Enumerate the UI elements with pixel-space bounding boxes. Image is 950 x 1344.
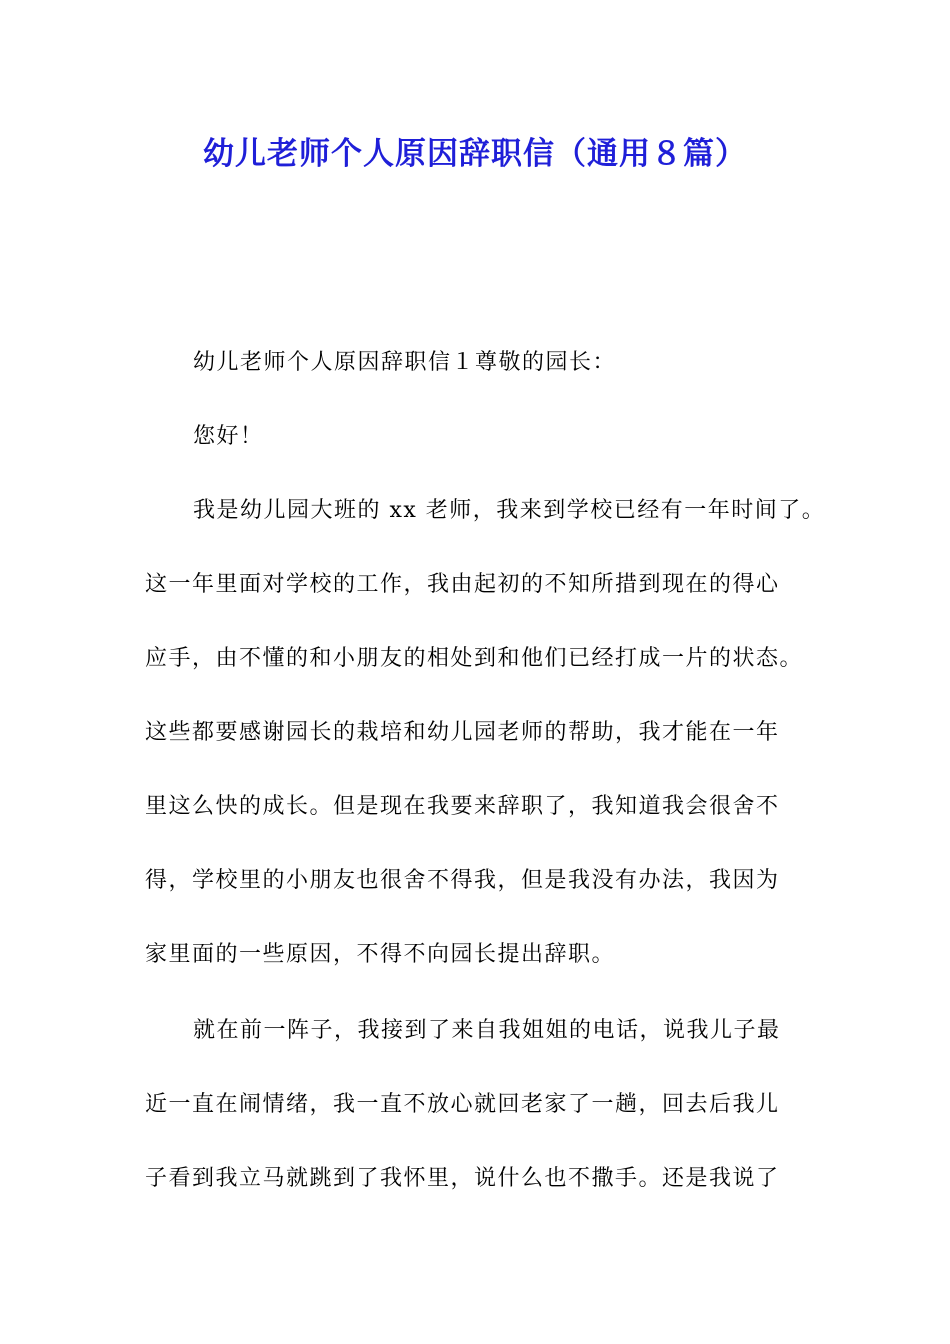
body-line: 近一直在闹情绪，我一直不放心就回老家了一趟，回去后我儿 [145,1092,780,1117]
body-line: 家里面的一些原因，不得不向园长提出辞职。 [145,942,616,967]
body-line: 里这么快的成长。但是现在我要来辞职了，我知道我会很舍不 [145,794,780,819]
body-line: 幼儿老师个人原因辞职信１尊敬的园长： [193,350,617,375]
body-line: 您好！ [193,424,264,449]
body-line: 应手，由不懂的和小朋友的相处到和他们已经打成一片的状态。 [145,646,804,671]
body-line: 就在前一阵子，我接到了来自我姐姐的电话，说我儿子最 [193,1018,781,1043]
body-line: 得，学校里的小朋友也很舍不得我，但是我没有办法，我因为 [145,868,780,893]
body-line: 子看到我立马就跳到了我怀里，说什么也不撒手。还是我说了 [145,1166,780,1191]
document-title: 幼儿老师个人原因辞职信（通用８篇） [203,136,747,172]
body-line: 这一年里面对学校的工作，我由起初的不知所措到现在的得心 [145,572,780,597]
body-line: 我是幼儿园大班的 xx 老师，我来到学校已经有一年时间了。 [193,498,826,523]
body-line: 这些都要感谢园长的栽培和幼儿园老师的帮助，我才能在一年 [145,720,780,745]
